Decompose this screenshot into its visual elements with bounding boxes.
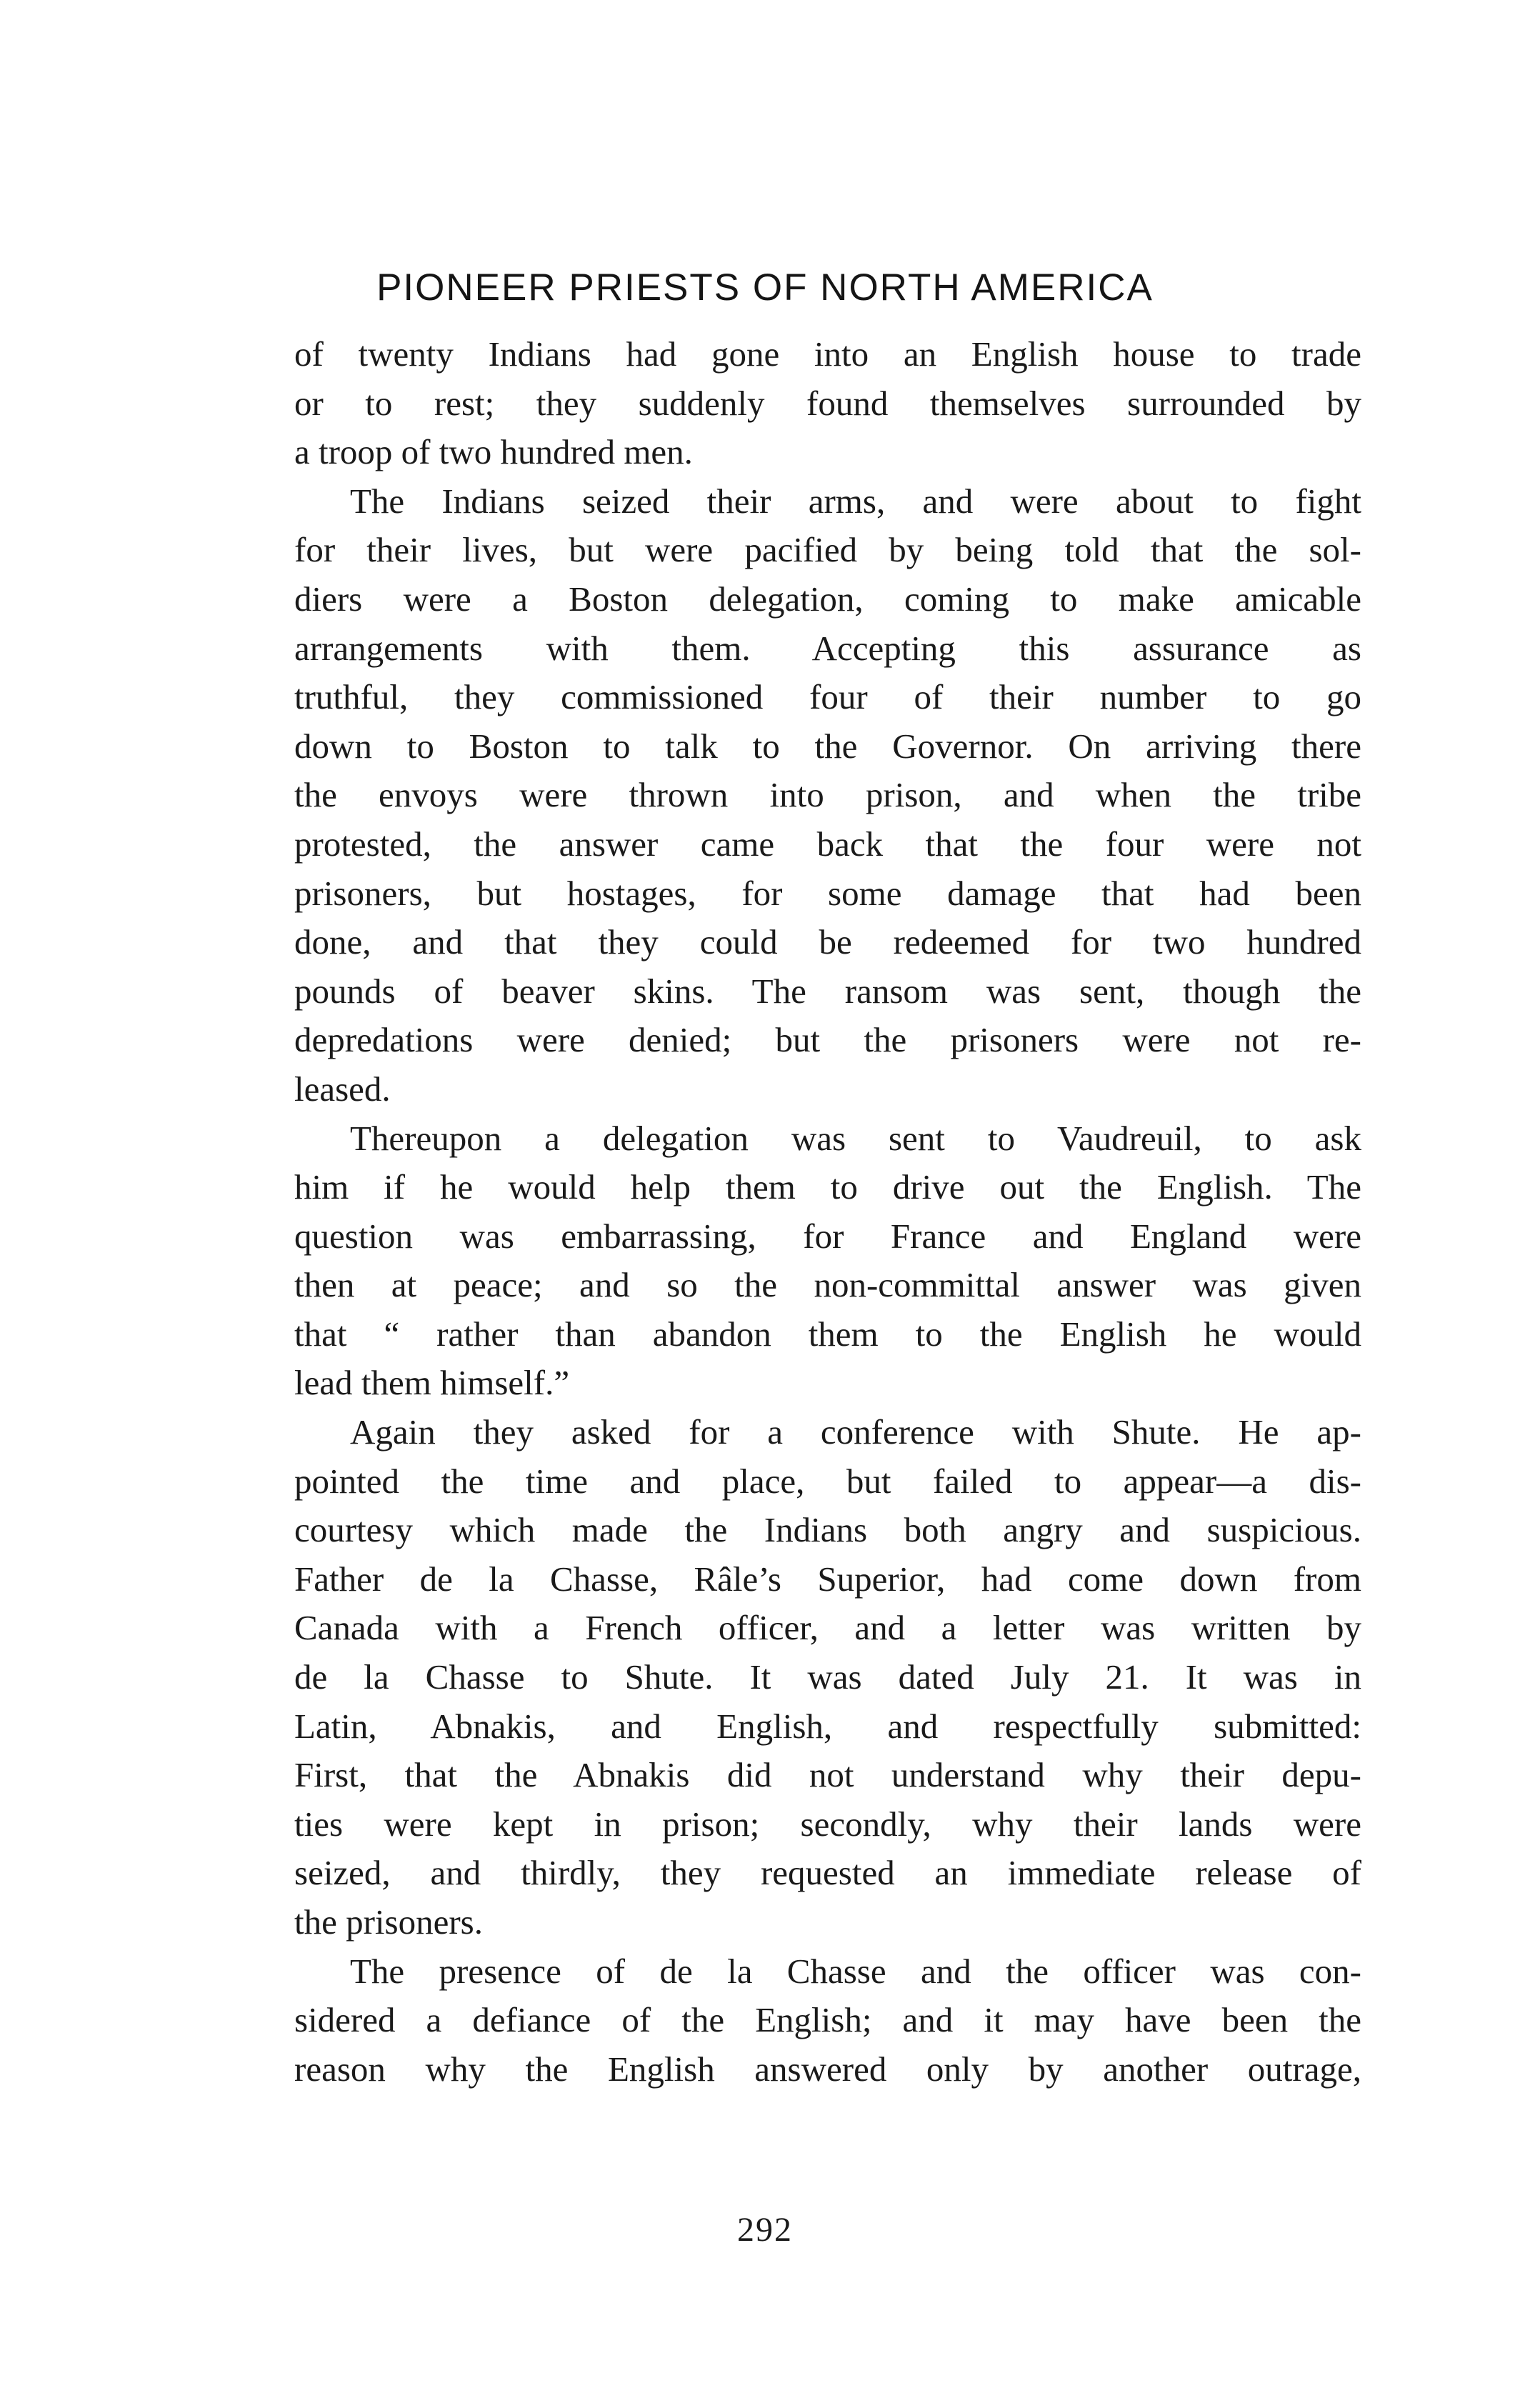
text-line: then at peace; and so the non-committal answer was given xyxy=(294,1265,1361,1305)
text-line: protested, the answer came back that the four were not xyxy=(294,824,1361,864)
text-line: done, and that they could be redeemed for two hundred xyxy=(294,922,1361,962)
text-line: pounds of beaver skins. The ransom was sent, though the xyxy=(294,971,1361,1011)
text-line: Latin, Abnakis, and English, and respectfully submitted: xyxy=(294,1706,1361,1746)
text-line: for their lives, but were pacified by being told that the sol- xyxy=(294,530,1361,570)
body-text xyxy=(294,330,1361,2094)
text-line: depredations were denied; but the prisoners were not re- xyxy=(294,1020,1361,1060)
text-line: pointed the time and place, but failed to appear—a dis- xyxy=(294,1461,1361,1501)
text-line: or to rest; they suddenly found themselves surrounded by xyxy=(294,383,1361,423)
text-line: de la Chasse to Shute. It was dated July 21. It was in xyxy=(294,1657,1361,1697)
text-line: Thereupon a delegation was sent to Vaudreuil, to ask xyxy=(350,1118,1361,1158)
text-line: him if he would help them to drive out the English. The xyxy=(294,1167,1361,1207)
text-line: prisoners, but hostages, for some damage that had been xyxy=(294,873,1361,913)
text-line: that “ rather than abandon them to the English he would xyxy=(294,1314,1361,1354)
text-line: First, that the Abnakis did not understand why their depu- xyxy=(294,1755,1361,1795)
text-line: Canada with a French officer, and a letter was written by xyxy=(294,1608,1361,1648)
text-line: of twenty Indians had gone into an English house to trade xyxy=(294,334,1361,374)
text-line: seized, and thirdly, they requested an immediate release of xyxy=(294,1853,1361,1893)
text-line: truthful, they commissioned four of their number to go xyxy=(294,677,1361,717)
text-line: The Indians seized their arms, and were about to fight xyxy=(350,481,1361,521)
text-line: diers were a Boston delegation, coming to make amicable xyxy=(294,579,1361,619)
text-line: Father de la Chasse, Râle’s Superior, had come down from xyxy=(294,1559,1361,1599)
text-line: sidered a defiance of the English; and it may have been the xyxy=(294,2000,1361,2040)
text-line: reason why the English answered only by another outrage, xyxy=(294,2049,1361,2089)
text-line: the prisoners. xyxy=(294,1902,483,1942)
page-number: 292 xyxy=(737,2211,793,2249)
text-line: lead them himself.” xyxy=(294,1363,570,1403)
text-line: question was embarrassing, for France and England were xyxy=(294,1216,1361,1256)
text-line: Again they asked for a conference with Shute. He ap- xyxy=(350,1412,1361,1452)
text-line: the envoys were thrown into prison, and when the tribe xyxy=(294,775,1361,815)
text-line: a troop of two hundred men. xyxy=(294,432,693,472)
text-line: ties were kept in prison; secondly, why their lands were xyxy=(294,1804,1361,1844)
text-line: courtesy which made the Indians both angry and suspicious. xyxy=(294,1510,1361,1550)
text-line: down to Boston to talk to the Governor. On arriving there xyxy=(294,726,1361,766)
text-line: leased. xyxy=(294,1069,391,1109)
running-head: PIONEER PRIESTS OF NORTH AMERICA xyxy=(376,266,1154,309)
text-line: arrangements with them. Accepting this assurance as xyxy=(294,628,1361,668)
text-line: The presence of de la Chasse and the officer was con- xyxy=(350,1951,1361,1991)
